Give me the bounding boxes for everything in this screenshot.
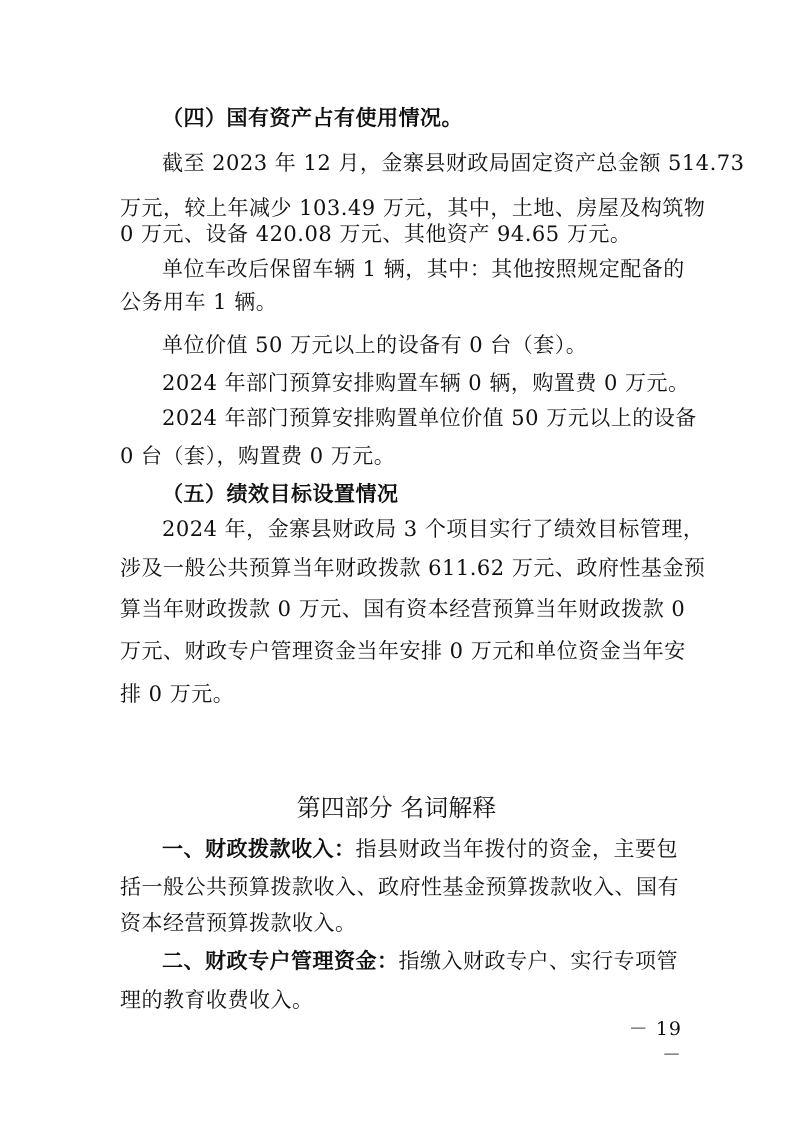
definition-text: 指县财政当年拨付的资金，主要包	[355, 837, 678, 861]
definition-line: 括一般公共预算拨款收入、政府性基金预算拨款收入、国有	[120, 875, 679, 899]
paragraph-line: 排 0 万元。	[120, 682, 235, 706]
part-title: 第四部分 名词解释	[296, 794, 497, 822]
paragraph-line: 2024 年部门预算安排购置车辆 0 辆，购置费 0 万元。	[162, 371, 690, 395]
paragraph-line: 0 台（套），购置费 0 万元。	[120, 444, 396, 468]
page-number: － 19 －	[628, 1018, 682, 1066]
paragraph-line: 0 万元、设备 420.08 万元、其他资产 94.65 万元。	[120, 222, 632, 246]
definition-line	[162, 946, 676, 976]
paragraph-line: 算当年财政拨款 0 万元、国有资本经营预算当年财政拨款 0	[120, 597, 686, 621]
definition-line: 资本经营预算拨款收入。	[120, 911, 357, 935]
paragraph-line: 公务用车 1 辆。	[120, 290, 278, 314]
section-heading-assets: （四）国有资产占有使用情况。	[162, 106, 463, 130]
section-heading-performance: （五）绩效目标设置情况	[162, 482, 399, 506]
definition-line	[162, 834, 676, 864]
paragraph-line: 2024 年部门预算安排购置单位价值 50 万元以上的设备	[162, 406, 697, 430]
paragraph-line: 涉及一般公共预算当年财政拨款 611.62 万元、政府性基金预	[120, 556, 706, 580]
paragraph-line: 2024 年，金寨县财政局 3 个项目实行了绩效目标管理，	[162, 517, 705, 541]
paragraph-line: 单位价值 50 万元以上的设备有 0 台（套）。	[162, 333, 588, 357]
definition-term: 一、财政拨款收入：	[162, 837, 356, 861]
paragraph-line: 单位车改后保留车辆 1 辆，其中：其他按照规定配备的	[162, 257, 685, 281]
paragraph-line: 万元、财政专户管理资金当年安排 0 万元和单位资金当年安	[120, 639, 686, 663]
definition-line: 理的教育收费收入。	[120, 988, 314, 1012]
paragraph-line: 截至 2023 年 12 月，金寨县财政局固定资产总金额 514.73	[162, 151, 745, 175]
definition-term: 二、财政专户管理资金：	[162, 949, 399, 973]
paragraph-line: 万元，较上年减少 103.49 万元，其中，土地、房屋及构筑物	[120, 196, 706, 220]
definition-text: 指缴入财政专户、实行专项管	[398, 949, 678, 973]
